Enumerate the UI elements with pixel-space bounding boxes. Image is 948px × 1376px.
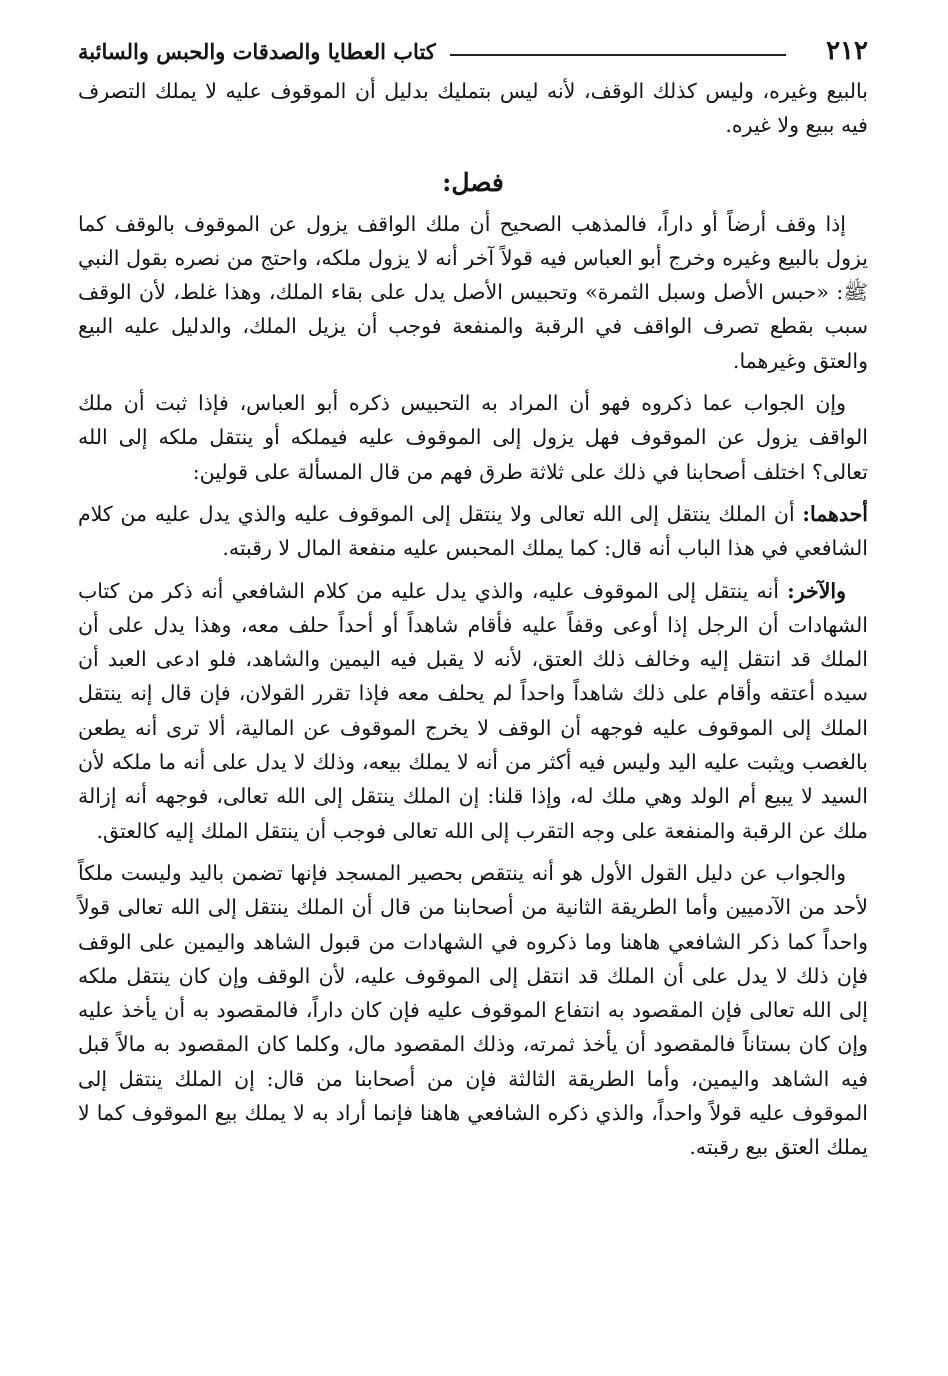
section-heading: فصل: xyxy=(442,167,504,197)
paragraph-2 xyxy=(78,386,868,489)
header-rule xyxy=(450,54,786,56)
paragraph-4-term: والآخر: xyxy=(787,578,846,603)
page-number: ٢١٢ xyxy=(826,36,868,66)
paragraph-4 xyxy=(78,574,868,848)
paragraph-2-text: وإن الجواب عما ذكروه فهو أن المراد به التحبيس ذكره أبو العباس، فإذا ثبت أن ملك الواقف يزول عن الموقوف فهل يزول إلى الموقوف عليه فيملكه أو ينتقل ملكه إلى الله تعالى؟ اختلف أصحابنا في ذلك على ثلاثة طرق فهم من قال المسألة على قولين: xyxy=(78,391,868,484)
book-page xyxy=(78,28,868,1165)
page-header xyxy=(78,28,868,74)
paragraph-5-text: والجواب عن دليل القول الأول هو أنه ينتقص بحصير المسجد فإنها تضمن باليد وليست ملكاً لأحد من الآدميين وأما الطريقة الثانية من أصحابنا من قال أن الملك ينتقل إلى الله تعالى قولاً واحداً كما ذكر الشافعي هاهنا وما ذكروه في الشهادات من قبول الشاهد واليمين على الوقف فإن ذلك لا يدل على أن الملك قد انتقل إلى الموقوف عليه، لأن الوقف وإن كان ينتقل ملكه إلى الله تعالى فإن المقصود به انتفاع الموقوف عليه فإن كان داراً، فالمقصود به أن يأخذ عليه وإن كان بستاناً فالمقصود أن يأخذ ثمرته، وذلك المقصود مال، وكلما كان المقصود به مالاً قبل فيه الشاهد واليمين، وأما الطريقة الثالثة فإن من أصحابنا من قال: إن الملك ينتقل إلى الموقوف عليه قولاً واحداً، والذي ذكره الشافعي هاهنا فإنما أراد به لا يملك بيع الموقوف كما لا يملك العتق بيع رقبته. xyxy=(78,860,868,1160)
spacer xyxy=(78,489,868,497)
spacer xyxy=(78,566,868,574)
paragraph-5 xyxy=(78,856,868,1165)
spacer xyxy=(78,143,868,157)
intro-paragraph: بالبيع وغيره، وليس كذلك الوقف، لأنه ليس بتمليك بدليل أن الموقوف عليه لا يملك التصرف فيه ببيع ولا غيره. xyxy=(78,79,868,138)
paragraph-1-text: إذا وقف أرضاً أو داراً، فالمذهب الصحيح أن ملك الواقف يزول عن الموقوف بالوقف كما يزول بالبيع وغيره وخرج أبو العباس فيه قولاً آخر أنه لا يزول ملكه، واحتج من نصره بقول النبي ﷺ: «حبس الأصل وسبل الثمرة» وتحبيس الأصل يدل على بقاء الملك، وهذا غلط، لأن الوقف سبب بقطع تصرف الواقف في الرقبة والمنفعة فوجب أن يزيل الملك، والدليل عليه البيع والعتق وغيرهما. xyxy=(78,211,868,373)
running-title: كتاب العطايا والصدقات والحبس والسائبة xyxy=(78,38,436,64)
paragraph-3 xyxy=(78,497,868,566)
paragraph-1 xyxy=(78,207,868,378)
spacer xyxy=(78,848,868,856)
paragraph-3-text: أن الملك ينتقل إلى الله تعالى ولا ينتقل إلى الموقوف عليه والذي يدل عليه من كلام الشافعي في هذا الباب أنه قال: كما يملك المحبس عليه منفعة المال لا رقبته. xyxy=(78,501,868,561)
paragraph-4-text: أنه ينتقل إلى الموقوف عليه، والذي يدل عليه من كلام الشافعي أنه ذكر من كتاب الشهادات أن الرجل إذا أوعى وقفاً عليه فأقام شاهداً أو أحداً حلف معه، وهذا يدل على أن الملك قد انتقل إليه وخالف ذلك العتق، لأنه لا يقبل فيه اليمين والشاهد، فلو ادعى العبد أن سيده أعتقه وأقام على ذلك شاهداً واحداً لم يحلف معه فإذا تقرر القولان، فإن قال إنه ينتقل الملك إلى الموقوف عليه فوجهه أن الوقف لا يخرج الموقوف عن المالية، ألا ترى أنه يطعن بالغصب ويثبت عليه اليد وليس فيه أكثر من أنه لا يملك بيعه، وذلك لا يدل على أنه ما ملكه لأن السيد لا يبيع أم الولد وهي ملك له، وإذا قلنا: إن الملك ينتقل إلى الله تعالى، فوجهه أنه إزالة ملك عن الرقبة والمنفعة على وجه التقرب إلى الله تعالى فوجب أن ينتقل الملك إليه كالعتق. xyxy=(78,578,868,843)
spacer xyxy=(78,378,868,386)
paragraph-3-term: أحدهما: xyxy=(802,501,868,526)
